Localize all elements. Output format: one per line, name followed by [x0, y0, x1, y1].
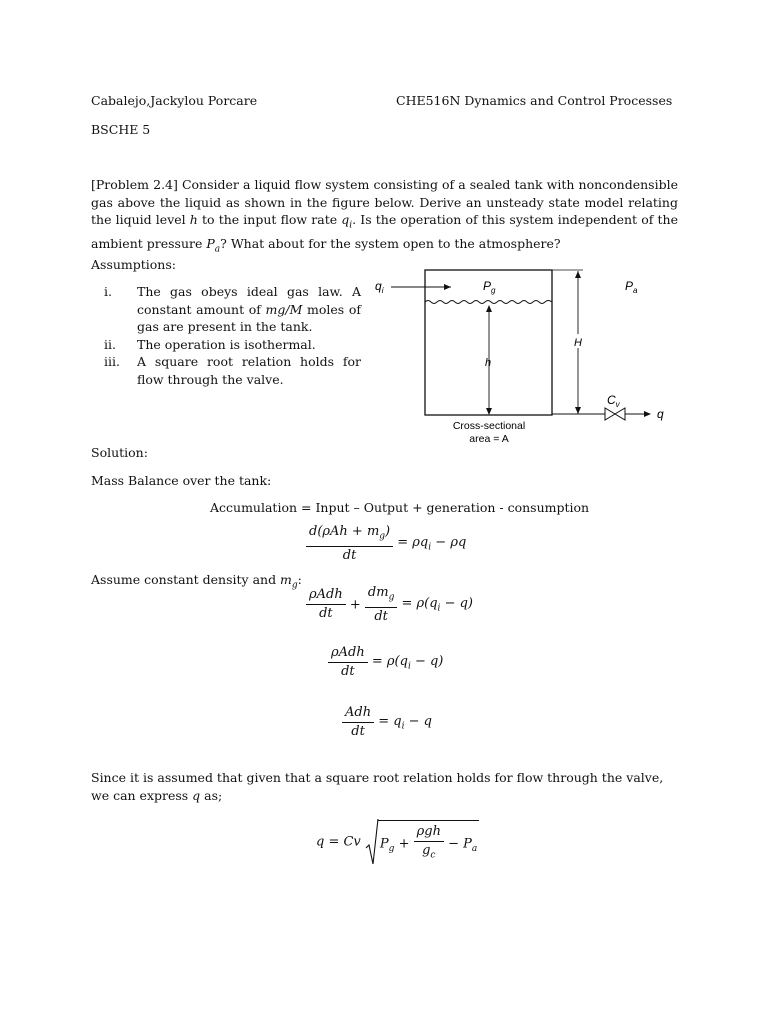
label-cv: $C_v$ — [607, 393, 620, 409]
inlet-arrowhead — [444, 284, 451, 290]
label-qi: $q_i$ — [375, 279, 384, 295]
equation-4: $\frac{\text{Adh}}{dt}$ = $q_i - q$ — [342, 704, 432, 741]
problem-statement: [Problem 2.4] Consider a liquid flow system consisting of a sealed tank with noncondensible gas above the liquid as shown in the figure below. Derive an unsteady state model relating the liquid level h to the input flow rate $q_i$. Is the operation of this system independent of the ambient pressure $P_a$? What about for the system open to the atmosphere? — [91, 177, 678, 255]
assume-constant-text: Assume constant density and $m_g$: — [91, 572, 302, 591]
mass-balance-label: Mass Balance over the tank: — [91, 473, 272, 488]
equation-3: $\frac{\text{ρAdh}}{dt}$ = $\rho(q_i - q)$ — [328, 644, 443, 681]
equation-2: $\frac{\text{ρAdh}}{dt}$ + $\frac{dm_g}{dt}$ = $\rho(q_i - q)$ — [306, 584, 473, 626]
label-q: q — [657, 407, 664, 421]
equation-1: $\frac{d(\rho Ah + m_g)}{dt}$ = $\rho q_i - \rho q$ — [306, 523, 466, 565]
solution-heading: Solution: — [91, 445, 148, 460]
assumption-item: i. The gas obeys ideal gas law. A constant amount of mg/M moles of gas are present in the tank. — [104, 284, 361, 334]
sqrt-radical: $P_g$ + $\frac{\text{ρgh}}{g_c}$ − $P_a$ — [365, 818, 479, 866]
valve-icon — [605, 408, 615, 420]
assumptions-heading: Assumptions: — [91, 257, 176, 272]
caption-cross-section: Cross-sectional — [452, 420, 526, 432]
label-H: H — [574, 337, 582, 349]
liquid-surface — [425, 301, 552, 304]
equation-5: q = Cv $P_g$ + $\frac{\text{ρgh}}{g_c}$ − $P_a$ — [316, 818, 479, 866]
label-pg: $P_g$ — [483, 279, 496, 295]
label-h: h — [485, 357, 492, 369]
author-name: Cabalejo,Jackylou Porcare — [91, 93, 258, 108]
problem-tag: [Problem 2.4] — [91, 177, 178, 192]
label-pa: $P_a$ — [625, 279, 638, 295]
program-label: BSCHE 5 — [91, 122, 151, 137]
caption-area: area = A — [469, 433, 509, 445]
outlet-arrowhead — [644, 411, 651, 417]
assumption-item: iii. A square root relation holds for flow through the valve. — [104, 354, 361, 387]
sqrt-statement: Since it is assumed that given that a square root relation holds for flow through the valve, we can express q as; — [91, 770, 664, 803]
course-title: CHE516N Dynamics and Control Processes — [396, 93, 673, 108]
accumulation-equation: Accumulation = Input – Output + generation - consumption — [210, 500, 590, 515]
tank-diagram — [365, 262, 685, 452]
assumption-item: ii. The operation is isothermal. — [104, 336, 316, 352]
assumptions-list — [91, 283, 361, 388]
